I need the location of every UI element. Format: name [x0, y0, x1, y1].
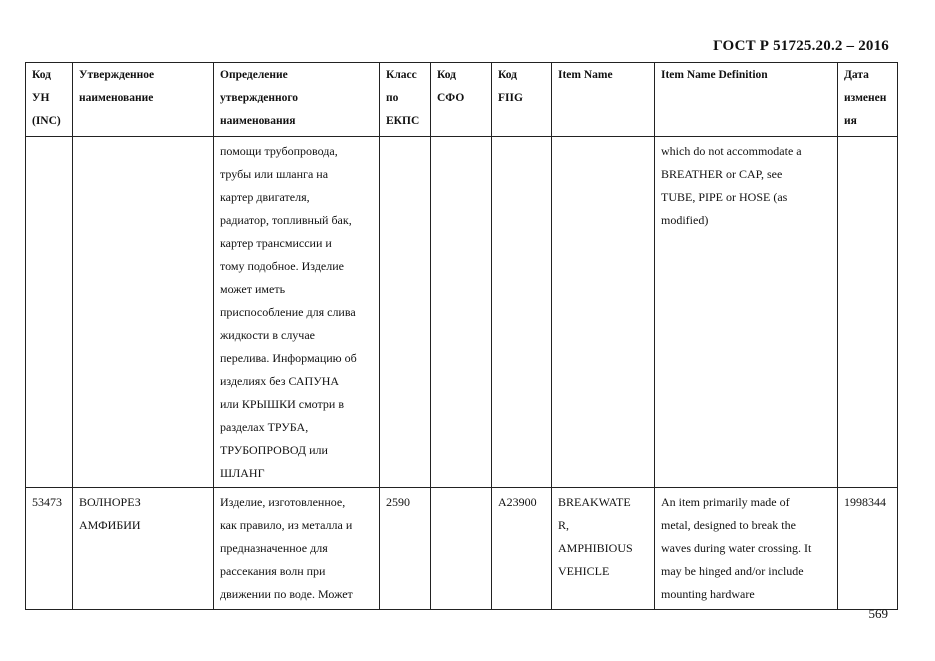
- header-inc: Код УН (INC): [26, 63, 73, 137]
- page-number: 569: [868, 606, 888, 621]
- header-definition: Определение утвержденного наименования: [214, 63, 380, 137]
- cell-item-name: [552, 137, 655, 488]
- header-approved-name: Утвержденное наименование: [73, 63, 214, 137]
- cell-inc: 53473: [26, 488, 73, 610]
- cell-date: 1998344: [838, 488, 898, 610]
- catalog-table: [25, 62, 898, 610]
- table-row: [26, 488, 898, 610]
- table-header-row: [26, 63, 898, 137]
- cell-approved-name: ВОЛНОРЕЗ АМФИБИИ: [73, 488, 214, 610]
- header-item-name: Item Name: [552, 63, 655, 137]
- cell-class: 2590: [380, 488, 431, 610]
- cell-fiig: [492, 137, 552, 488]
- cell-definition: помощи трубопровода, трубы или шланга на картер двигателя, радиатор, топливный бак, картер трансмиссии и тому подобное. Изделие может иметь приспособление для слива жидкости в случае перелива. Информацию об изделиях без САПУНА или КРЫШКИ смотри в разделах ТРУБА, ТРУБОПРОВОД или ШЛАНГ: [214, 137, 380, 488]
- cell-definition: Изделие, изготовленное, как правило, из металла и предназначенное для рассекания волн при движении по воде. Может: [214, 488, 380, 610]
- header-class: Класс по ЕКПС: [380, 63, 431, 137]
- cell-class: [380, 137, 431, 488]
- header-fiig: Код FIIG: [492, 63, 552, 137]
- cell-item-name: BREAKWATE R, AMPHIBIOUS VEHICLE: [552, 488, 655, 610]
- header-sfo: Код СФО: [431, 63, 492, 137]
- cell-approved-name: [73, 137, 214, 488]
- table-row: [26, 137, 898, 488]
- header-item-name-definition: Item Name Definition: [655, 63, 838, 137]
- cell-sfo: [431, 137, 492, 488]
- header-date: Дата изменен ия: [838, 63, 898, 137]
- cell-item-name-definition: An item primarily made of metal, designed to break the waves during water crossing. It may be hinged and/or include mounting hardware: [655, 488, 838, 610]
- cell-sfo: [431, 488, 492, 610]
- document-standard-header: ГОСТ Р 51725.20.2 – 2016: [713, 38, 889, 54]
- cell-inc: [26, 137, 73, 488]
- cell-item-name-definition: which do not accommodate a BREATHER or CAP, see TUBE, PIPE or HOSE (as modified): [655, 137, 838, 488]
- cell-fiig: A23900: [492, 488, 552, 610]
- cell-date: [838, 137, 898, 488]
